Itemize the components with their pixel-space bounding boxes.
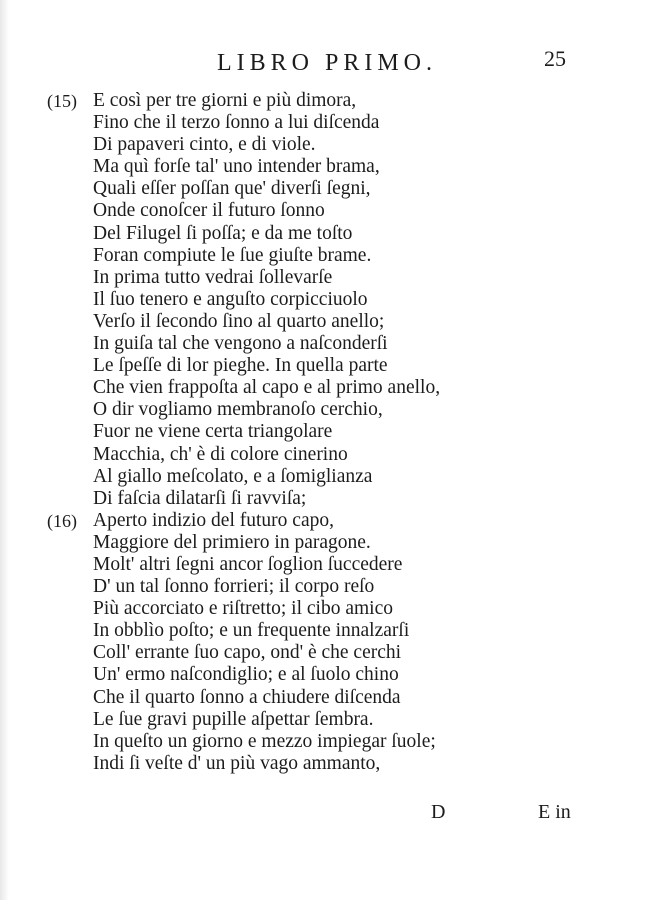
verse-line (47, 509, 440, 532)
verse-line (93, 620, 440, 642)
verse-text: Aperto indizio del futuro capo, (93, 509, 334, 531)
verse-text: D' un tal ſonno forrieri; il corpo reſo (93, 576, 375, 598)
verse-text: Le ſpeſſe di lor pieghe. In quella parte (93, 355, 388, 377)
catchword: E in (538, 801, 571, 823)
verse-text: Ma quì forſe tal' uno intender brama, (93, 156, 380, 178)
note-marker: (15) (47, 91, 77, 111)
verse-line (93, 311, 440, 333)
verse-line (93, 576, 440, 598)
verse-text: E così per tre giorni e più dimora, (93, 90, 357, 111)
verse-text: Fino che il terzo ſonno a lui diſcenda (93, 112, 380, 134)
verse-text: Che vien frappoſta al capo e al primo anello, (93, 377, 441, 399)
verse-text: Più accorciato e riſtretto; il cibo amico (93, 598, 393, 620)
verse-line (93, 753, 440, 775)
verse-line (93, 444, 440, 466)
verse-line (93, 134, 440, 156)
verse-text: Verſo il ſecondo ſino al quarto anello; (93, 310, 385, 332)
verse-text: Coll' errante ſuo capo, ond' è che cerchi (93, 642, 402, 664)
verse-line (93, 289, 440, 311)
verse-text: Fuor ne viene certa triangolare (93, 421, 333, 443)
verse-text: Maggiore del primiero in paragone. (93, 531, 371, 553)
verse-line (93, 731, 440, 753)
verse-line (93, 664, 440, 686)
verse-text: In prima tutto vedrai ſollevarſe (93, 266, 333, 288)
verse-line (93, 245, 440, 267)
verse-line (93, 223, 440, 245)
verse-text: Di papaveri cinto, e di viole. (93, 134, 316, 156)
verse-text: Indi ſi veſte d' un più vago ammanto, (93, 752, 381, 774)
verse-line (47, 90, 440, 112)
verse-line (93, 709, 440, 731)
verse-line (93, 488, 440, 510)
verse-line (93, 421, 440, 443)
verse-line (93, 267, 440, 289)
verse-line (93, 355, 440, 377)
verse-text: Le ſue gravi pupille aſpettar ſembra. (93, 708, 374, 730)
signature-mark: D (431, 801, 446, 823)
verse-line (93, 554, 440, 576)
page-number: 25 (544, 46, 566, 71)
verse-line (93, 377, 440, 399)
verse-text: Quali eſſer poſſan que' diverſi ſegni, (93, 178, 371, 200)
verse-text: In queſto un giorno e mezzo impiegar ſuole; (93, 730, 436, 752)
verse-line (93, 156, 440, 178)
verse-text: In guiſa tal che vengono a naſconderſi (93, 333, 388, 355)
running-title: LIBRO PRIMO. (216, 50, 438, 76)
verse-line (93, 466, 440, 488)
verse-text: Onde conoſcer il futuro ſonno (93, 200, 325, 222)
page-edge-shadow (0, 0, 9, 900)
verse-text: Di faſcia dilatarſi ſi ravviſa; (93, 487, 307, 509)
verse-text: In obblìo poſto; e un frequente innalzarſi (93, 620, 410, 642)
verse-line (93, 687, 440, 709)
verse-line (93, 178, 440, 200)
note-marker: (16) (47, 510, 77, 531)
verse-line (93, 200, 440, 222)
verse-text: Molt' altri ſegni ancor ſoglion ſuccedere (93, 553, 403, 575)
verse-line (93, 598, 440, 620)
verse-text: Al giallo meſcolato, e a ſomiglianza (93, 465, 373, 487)
verse-text: O dir vogliamo membranoſo cerchio, (93, 399, 383, 421)
verse-text: Del Filugel ſi poſſa; e da me toſto (93, 222, 353, 244)
verse-text: Che il quarto ſonno a chiudere diſcenda (93, 686, 401, 708)
verse-text: Il ſuo tenero e anguſto corpicciuolo (93, 288, 368, 310)
verse-line (93, 642, 440, 664)
verse-text: Macchia, ch' è di colore cinerino (93, 443, 348, 465)
verse-line (93, 532, 440, 554)
verse-line (93, 112, 440, 134)
verse-line (93, 333, 440, 355)
verse-line (93, 399, 440, 421)
verse-text: Un' ermo naſcondiglio; e al ſuolo chino (93, 664, 399, 686)
verse-text: Foran compiute le ſue giuſte brame. (93, 244, 372, 266)
verse-block (47, 90, 441, 775)
